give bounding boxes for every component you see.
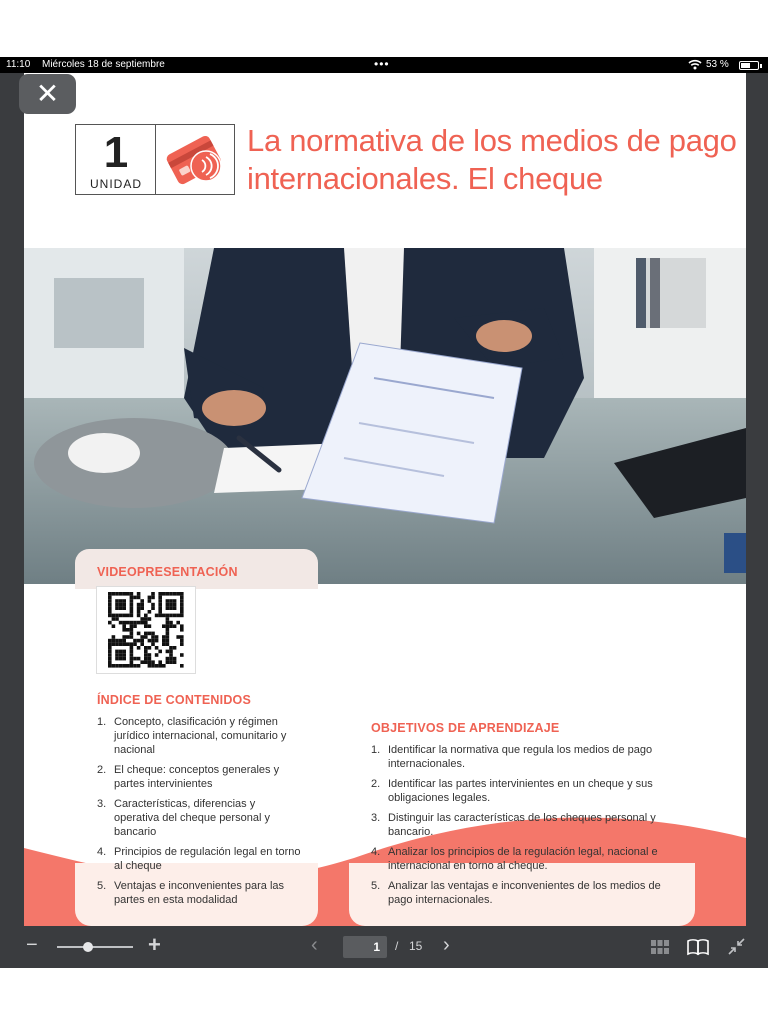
qr-module	[108, 606, 112, 610]
battery-icon	[739, 61, 759, 70]
qr-module	[169, 646, 173, 650]
qr-module	[122, 664, 126, 668]
qr-module	[169, 657, 173, 661]
qr-module	[137, 664, 141, 668]
qr-module	[130, 650, 134, 654]
qr-module	[119, 642, 123, 646]
qr-module	[180, 603, 184, 607]
qr-module	[180, 606, 184, 610]
qr-module	[130, 606, 134, 610]
qr-module	[108, 646, 112, 650]
qr-module	[112, 617, 116, 621]
bottom-toolbar	[0, 926, 768, 968]
qr-module	[130, 596, 134, 600]
qr-module	[162, 642, 166, 646]
qr-module	[144, 624, 148, 628]
qr-module	[166, 632, 170, 636]
qr-module	[112, 624, 116, 628]
item-number: 1.	[97, 716, 107, 728]
qr-module	[122, 592, 126, 596]
qr-module	[148, 664, 152, 668]
qr-module	[155, 646, 159, 650]
qr-module	[126, 614, 130, 618]
qr-module	[169, 606, 173, 610]
objectives-title: OBJETIVOS DE APRENDIZAJE	[371, 721, 560, 735]
qr-module	[130, 646, 134, 650]
qr-module	[137, 646, 141, 650]
qr-module	[180, 628, 184, 632]
qr-module	[137, 610, 141, 614]
item-number: 1.	[371, 744, 381, 756]
qr-module	[144, 650, 148, 654]
item-number: 3.	[97, 798, 107, 810]
qr-module	[180, 596, 184, 600]
qr-module	[140, 635, 144, 639]
total-pages: 15	[409, 939, 423, 953]
qr-module	[166, 660, 170, 664]
qr-module	[173, 624, 177, 628]
qr-module	[166, 603, 170, 607]
qr-module	[122, 657, 126, 661]
qr-module	[162, 639, 166, 643]
qr-module	[180, 610, 184, 614]
qr-module	[162, 592, 166, 596]
qr-module	[151, 596, 155, 600]
qr-module	[122, 653, 126, 657]
qr-module	[166, 650, 170, 654]
qr-module	[166, 592, 170, 596]
qr-module	[108, 603, 112, 607]
qr-module	[158, 664, 162, 668]
qr-module	[133, 664, 137, 668]
item-number: 2.	[371, 778, 381, 790]
qr-module	[108, 621, 112, 625]
item-number: 5.	[97, 880, 107, 892]
qr-module	[130, 621, 134, 625]
qr-module	[119, 639, 123, 643]
qr-module	[144, 621, 148, 625]
qr-module	[122, 606, 126, 610]
qr-module	[115, 657, 119, 661]
qr-module	[166, 624, 170, 628]
book-page[interactable]	[24, 73, 746, 926]
item-text: Analizar las ventajas e inconvenientes de los medios de pago internacionales.	[388, 880, 661, 906]
qr-module	[155, 639, 159, 643]
qr-module	[108, 596, 112, 600]
qr-module	[158, 610, 162, 614]
qr-module	[119, 614, 123, 618]
qr-module	[166, 635, 170, 639]
qr-module	[122, 614, 126, 618]
qr-module	[158, 606, 162, 610]
qr-module	[133, 621, 137, 625]
qr-module	[144, 614, 148, 618]
qr-module	[119, 599, 123, 603]
qr-module	[144, 632, 148, 636]
qr-module	[115, 642, 119, 646]
item-text: Analizar los principios de la regulación legal, nacional e internacional en torno al cheque.	[388, 846, 658, 872]
qr-module	[151, 635, 155, 639]
close-icon: ✕	[35, 77, 60, 110]
qr-module	[155, 635, 159, 639]
qr-module	[115, 603, 119, 607]
qr-module	[155, 614, 159, 618]
qr-module	[126, 642, 130, 646]
qr-module	[133, 642, 137, 646]
qr-module	[112, 664, 116, 668]
qr-module	[148, 599, 152, 603]
qr-module	[130, 610, 134, 614]
qr-module	[148, 596, 152, 600]
qr-module	[119, 650, 123, 654]
qr-module	[173, 599, 177, 603]
qr-module	[126, 592, 130, 596]
qr-module	[119, 653, 123, 657]
qr-module	[148, 639, 152, 643]
item-text: Distinguir las características de los cheques personal y bancario.	[388, 812, 656, 838]
qr-module	[130, 624, 134, 628]
qr-module	[166, 657, 170, 661]
qr-module	[155, 664, 159, 668]
qr-module	[115, 599, 119, 603]
qr-module	[108, 650, 112, 654]
qr-module	[169, 660, 173, 664]
qr-module	[169, 592, 173, 596]
qr-module	[151, 642, 155, 646]
qr-module	[115, 639, 119, 643]
qr-module	[148, 610, 152, 614]
qr-module	[108, 660, 112, 664]
qr-module	[137, 606, 141, 610]
qr-module	[126, 621, 130, 625]
unit-badge	[75, 124, 235, 195]
objective-item	[371, 777, 677, 805]
qr-module	[133, 657, 137, 661]
qr-module	[133, 624, 137, 628]
qr-module	[130, 660, 134, 664]
qr-module	[108, 657, 112, 661]
qr-module	[166, 617, 170, 621]
qr-module	[112, 635, 116, 639]
status-date: Miércoles 18 de septiembre	[42, 59, 165, 70]
qr-module	[166, 614, 170, 618]
qr-module	[173, 606, 177, 610]
qr-module	[137, 614, 141, 618]
qr-module	[140, 621, 144, 625]
qr-module	[122, 603, 126, 607]
qr-module	[122, 621, 126, 625]
contents-item	[97, 845, 302, 873]
qr-module	[148, 660, 152, 664]
qr-module	[144, 657, 148, 661]
item-text: Principios de regulación legal en torno al cheque	[114, 846, 301, 872]
contents-list	[97, 715, 302, 913]
qr-module	[119, 606, 123, 610]
qr-module	[130, 628, 134, 632]
qr-module	[162, 614, 166, 618]
qr-module	[108, 639, 112, 643]
qr-module	[137, 657, 141, 661]
qr-module	[169, 621, 173, 625]
qr-module	[137, 592, 141, 596]
qr-module	[108, 664, 112, 668]
qr-module	[119, 603, 123, 607]
qr-module	[122, 599, 126, 603]
qr-module	[180, 653, 184, 657]
qr-module	[158, 596, 162, 600]
item-number: 4.	[371, 846, 381, 858]
qr-module	[122, 642, 126, 646]
qr-module	[166, 639, 170, 643]
objectives-list	[371, 743, 677, 913]
item-number: 2.	[97, 764, 107, 776]
qr-module	[176, 614, 180, 618]
qr-module	[173, 646, 177, 650]
qr-module	[122, 635, 126, 639]
qr-module	[148, 657, 152, 661]
qr-module	[108, 642, 112, 646]
qr-module	[169, 653, 173, 657]
qr-module	[137, 632, 141, 636]
qr-module	[180, 614, 184, 618]
qr-module	[166, 599, 170, 603]
qr-module	[169, 650, 173, 654]
qr-module	[137, 603, 141, 607]
close-button[interactable]	[19, 74, 76, 114]
qr-module	[151, 592, 155, 596]
qr-module	[176, 621, 180, 625]
qr-module	[137, 639, 141, 643]
qr-module	[144, 653, 148, 657]
qr-module	[144, 660, 148, 664]
item-text: El cheque: conceptos generales y partes intervinientes	[114, 764, 280, 790]
qr-module	[144, 646, 148, 650]
zoom-slider-handle[interactable]	[83, 942, 93, 952]
qr-module	[130, 635, 134, 639]
qr-module	[169, 614, 173, 618]
qr-module	[151, 639, 155, 643]
contents-item	[97, 879, 302, 907]
qr-module	[115, 606, 119, 610]
qr-module	[166, 621, 170, 625]
qr-module	[130, 664, 134, 668]
item-number: 5.	[371, 880, 381, 892]
unit-number: 1	[103, 128, 129, 177]
qr-module	[140, 617, 144, 621]
qr-module	[180, 664, 184, 668]
qr-module	[158, 603, 162, 607]
video-presentation-label: VIDEOPRESENTACIÓN	[97, 565, 238, 579]
cover-photo-cheque	[24, 248, 746, 584]
qr-module	[130, 614, 134, 618]
qr-module	[140, 639, 144, 643]
item-number: 4.	[97, 846, 107, 858]
qr-module	[151, 664, 155, 668]
qr-module	[158, 660, 162, 664]
qr-module	[133, 639, 137, 643]
item-text: Identificar las partes intervinientes en un cheque y sus obligaciones legales.	[388, 778, 653, 804]
qr-module	[108, 592, 112, 596]
qr-module	[144, 617, 148, 621]
qr-module	[162, 635, 166, 639]
qr-module	[162, 624, 166, 628]
qr-module	[148, 632, 152, 636]
qr-module	[173, 592, 177, 596]
qr-module	[115, 650, 119, 654]
qr-module	[166, 628, 170, 632]
grid-view-icon[interactable]	[651, 940, 669, 954]
status-time: 11:10	[6, 59, 31, 70]
contents-title: ÍNDICE DE CONTENIDOS	[97, 693, 252, 707]
qr-module	[112, 639, 116, 643]
qr-module	[158, 614, 162, 618]
qr-module	[108, 610, 112, 614]
qr-module	[130, 642, 134, 646]
unit-divider	[155, 125, 156, 194]
qr-module	[130, 632, 134, 636]
qr-module	[119, 621, 123, 625]
qr-module	[148, 624, 152, 628]
contents-item	[97, 715, 302, 757]
book-view-icon[interactable]	[687, 938, 709, 956]
qr-module	[158, 592, 162, 596]
qr-module	[115, 614, 119, 618]
qr-module	[140, 606, 144, 610]
qr-module	[169, 603, 173, 607]
contents-item	[97, 763, 302, 791]
qr-module	[166, 642, 170, 646]
qr-module	[137, 596, 141, 600]
qr-module	[173, 657, 177, 661]
wifi-icon	[688, 59, 702, 70]
qr-module	[122, 650, 126, 654]
item-text: Identificar la normativa que regula los medios de pago internacionales.	[388, 744, 653, 770]
qr-module	[151, 660, 155, 664]
qr-module	[115, 617, 119, 621]
qr-module	[140, 603, 144, 607]
qr-module	[162, 664, 166, 668]
battery-tip	[760, 64, 762, 68]
qr-module	[180, 642, 184, 646]
credit-card-contactless-icon	[162, 131, 228, 189]
objective-item	[371, 743, 677, 771]
unit-label: UNIDAD	[89, 177, 142, 191]
qr-code-icon[interactable]	[96, 586, 196, 674]
qr-module	[126, 664, 130, 668]
zoom-slider[interactable]	[57, 946, 133, 948]
objective-item	[371, 845, 677, 873]
qr-module	[140, 599, 144, 603]
qr-module	[115, 664, 119, 668]
qr-module	[180, 592, 184, 596]
qr-module	[119, 664, 123, 668]
status-bar	[0, 57, 768, 73]
page-separator: /	[395, 939, 399, 953]
qr-module	[180, 599, 184, 603]
qr-module	[155, 653, 159, 657]
qr-module	[108, 653, 112, 657]
qr-module	[126, 628, 130, 632]
qr-module	[126, 635, 130, 639]
qr-module	[130, 653, 134, 657]
qr-module	[130, 592, 134, 596]
qr-module	[119, 657, 123, 661]
qr-module	[176, 592, 180, 596]
qr-module	[112, 614, 116, 618]
qr-module	[137, 621, 141, 625]
qr-module	[108, 614, 112, 618]
qr-module	[180, 624, 184, 628]
item-text: Características, diferencias y operativa del cheque personal y bancario	[114, 798, 270, 838]
qr-code-graphic	[97, 587, 195, 673]
qr-module	[140, 660, 144, 664]
collapse-icon[interactable]	[728, 938, 745, 955]
qr-module	[176, 635, 180, 639]
qr-module	[115, 592, 119, 596]
qr-module	[130, 657, 134, 661]
qr-module	[140, 642, 144, 646]
qr-module	[122, 639, 126, 643]
item-text: Concepto, clasificación y régimen jurídico internacional, comunitario y nacional	[114, 716, 287, 756]
zoom-out-button[interactable]: −	[26, 934, 38, 956]
multitasking-dots-icon[interactable]: •••	[374, 57, 390, 71]
qr-module	[158, 650, 162, 654]
contents-item	[97, 797, 302, 839]
qr-module	[130, 603, 134, 607]
qr-module	[112, 642, 116, 646]
qr-module	[130, 599, 134, 603]
qr-module	[180, 639, 184, 643]
current-page-input[interactable]: 1	[343, 936, 387, 958]
qr-module	[148, 617, 152, 621]
qr-module	[122, 628, 126, 632]
qr-module	[173, 660, 177, 664]
qr-module	[166, 606, 170, 610]
qr-module	[173, 603, 177, 607]
qr-module	[169, 624, 173, 628]
page-title: La normativa de los medios de pago internacionales. El cheque	[247, 123, 737, 196]
qr-module	[180, 635, 184, 639]
qr-module	[122, 624, 126, 628]
qr-module	[173, 614, 177, 618]
qr-module	[133, 596, 137, 600]
zoom-in-button[interactable]: +	[148, 932, 161, 957]
qr-module	[112, 592, 116, 596]
qr-module	[115, 653, 119, 657]
battery-percent: 53 %	[706, 59, 729, 70]
qr-module	[169, 599, 173, 603]
qr-module	[144, 635, 148, 639]
qr-module	[151, 603, 155, 607]
qr-module	[151, 632, 155, 636]
item-number: 3.	[371, 812, 381, 824]
qr-module	[148, 646, 152, 650]
qr-module	[119, 592, 123, 596]
item-text: Ventajas e inconvenientes para las partes en esta modalidad	[114, 880, 285, 906]
previous-page-button[interactable]: ‹	[311, 934, 318, 956]
objective-item	[371, 811, 677, 839]
qr-module	[151, 606, 155, 610]
qr-module	[158, 599, 162, 603]
qr-module	[148, 653, 152, 657]
next-page-button[interactable]: ›	[443, 934, 450, 956]
objective-item	[371, 879, 677, 907]
qr-module	[108, 599, 112, 603]
